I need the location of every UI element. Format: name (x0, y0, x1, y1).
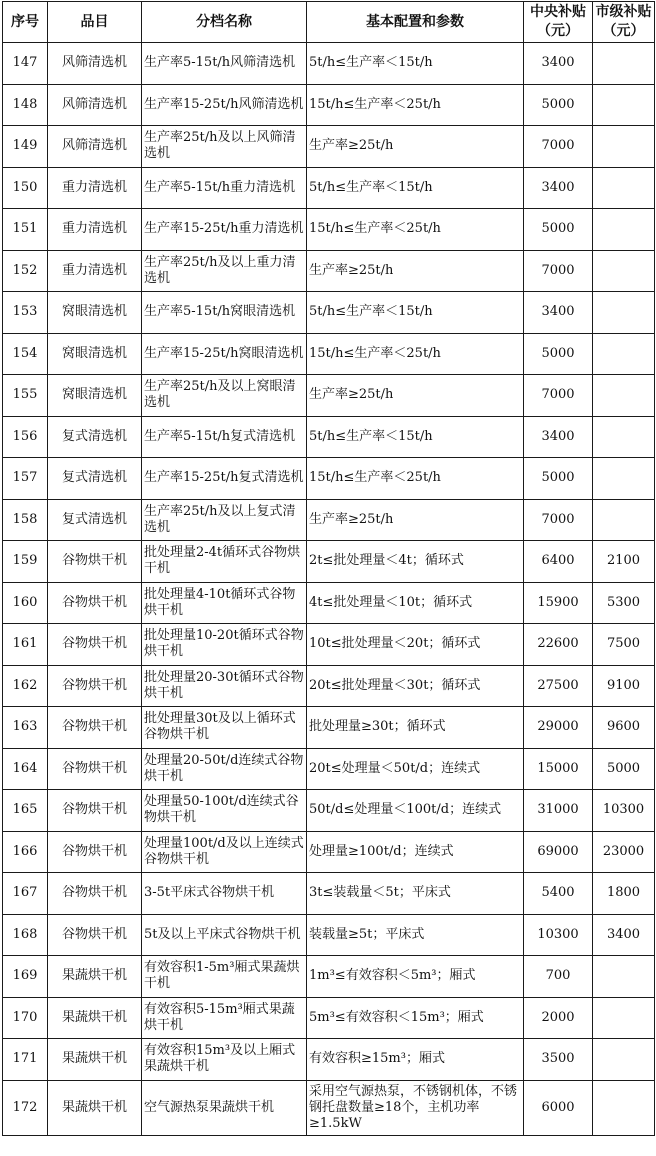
cell-tier-name: 生产率15-25t/h窝眼清选机 (142, 333, 307, 375)
cell-tier-name: 处理量50-100t/d连续式谷物烘干机 (142, 790, 307, 832)
cell-no: 149 (3, 126, 48, 168)
cell-central-subsidy: 69000 (524, 831, 593, 873)
table-row (3, 748, 655, 790)
cell-no: 160 (3, 582, 48, 624)
cell-tier-name: 批处理量4-10t循环式谷物烘干机 (142, 582, 307, 624)
header-category: 品目 (48, 2, 142, 43)
cell-spec: 15t/h≤生产率＜25t/h (307, 458, 524, 500)
cell-spec: 4t≤批处理量＜10t；循环式 (307, 582, 524, 624)
cell-city-subsidy (593, 126, 655, 168)
cell-city-subsidy (593, 997, 655, 1039)
cell-no: 164 (3, 748, 48, 790)
cell-spec: 50t/d≤处理量＜100t/d；连续式 (307, 790, 524, 832)
table-row (3, 167, 655, 209)
table-row (3, 375, 655, 417)
cell-no: 151 (3, 209, 48, 251)
cell-no: 154 (3, 333, 48, 375)
cell-central-subsidy: 5000 (524, 209, 593, 251)
cell-category: 复式清选机 (48, 416, 142, 458)
table-row (3, 582, 655, 624)
cell-tier-name: 生产率5-15t/h重力清选机 (142, 167, 307, 209)
cell-spec: 20t≤批处理量＜30t；循环式 (307, 665, 524, 707)
cell-no: 162 (3, 665, 48, 707)
header-no: 序号 (3, 2, 48, 43)
cell-category: 谷物烘干机 (48, 831, 142, 873)
cell-central-subsidy: 3500 (524, 1039, 593, 1081)
table-row (3, 790, 655, 832)
subsidy-table (2, 1, 655, 1136)
cell-tier-name: 5t及以上平床式谷物烘干机 (142, 914, 307, 956)
cell-spec: 20t≤处理量＜50t/d；连续式 (307, 748, 524, 790)
cell-category: 果蔬烘干机 (48, 997, 142, 1039)
cell-no: 156 (3, 416, 48, 458)
cell-city-subsidy (593, 209, 655, 251)
table-row (3, 43, 655, 85)
cell-central-subsidy: 7000 (524, 499, 593, 541)
cell-no: 166 (3, 831, 48, 873)
cell-tier-name: 批处理量2-4t循环式谷物烘干机 (142, 541, 307, 583)
cell-central-subsidy: 3400 (524, 416, 593, 458)
cell-no: 147 (3, 43, 48, 85)
cell-spec: 5m³≤有效容积＜15m³；厢式 (307, 997, 524, 1039)
cell-city-subsidy: 23000 (593, 831, 655, 873)
cell-spec: 生产率≥25t/h (307, 375, 524, 417)
cell-central-subsidy: 6000 (524, 1080, 593, 1135)
cell-city-subsidy: 9600 (593, 707, 655, 749)
table-row (3, 333, 655, 375)
cell-no: 165 (3, 790, 48, 832)
cell-category: 重力清选机 (48, 209, 142, 251)
cell-spec: 5t/h≤生产率＜15t/h (307, 292, 524, 334)
table-row (3, 416, 655, 458)
cell-city-subsidy: 7500 (593, 624, 655, 666)
cell-city-subsidy: 5000 (593, 748, 655, 790)
cell-category: 谷物烘干机 (48, 873, 142, 915)
cell-spec: 采用空气源热泵，不锈钢机体，不锈钢托盘数量≥18个，主机功率≥1.5kW (307, 1080, 524, 1135)
cell-central-subsidy: 7000 (524, 375, 593, 417)
cell-no: 163 (3, 707, 48, 749)
cell-category: 谷物烘干机 (48, 790, 142, 832)
cell-city-subsidy (593, 416, 655, 458)
cell-no: 172 (3, 1080, 48, 1135)
cell-city-subsidy (593, 375, 655, 417)
cell-central-subsidy: 3400 (524, 43, 593, 85)
cell-city-subsidy (593, 333, 655, 375)
cell-tier-name: 空气源热泵果蔬烘干机 (142, 1080, 307, 1135)
cell-category: 风筛清选机 (48, 126, 142, 168)
cell-tier-name: 生产率25t/h及以上窝眼清选机 (142, 375, 307, 417)
cell-central-subsidy: 5000 (524, 333, 593, 375)
cell-city-subsidy (593, 43, 655, 85)
cell-no: 152 (3, 250, 48, 292)
cell-spec: 装载量≥5t；平床式 (307, 914, 524, 956)
cell-no: 155 (3, 375, 48, 417)
table-row (3, 499, 655, 541)
cell-category: 谷物烘干机 (48, 707, 142, 749)
table-row (3, 665, 655, 707)
cell-category: 谷物烘干机 (48, 624, 142, 666)
cell-central-subsidy: 7000 (524, 126, 593, 168)
table-row (3, 84, 655, 126)
cell-city-subsidy (593, 956, 655, 998)
cell-no: 171 (3, 1039, 48, 1081)
table-row (3, 997, 655, 1039)
cell-spec: 5t/h≤生产率＜15t/h (307, 416, 524, 458)
cell-city-subsidy: 10300 (593, 790, 655, 832)
table-row (3, 914, 655, 956)
table-row (3, 209, 655, 251)
cell-spec: 15t/h≤生产率＜25t/h (307, 333, 524, 375)
table-row (3, 126, 655, 168)
cell-tier-name: 3-5t平床式谷物烘干机 (142, 873, 307, 915)
table-row (3, 458, 655, 500)
cell-category: 重力清选机 (48, 250, 142, 292)
cell-category: 窝眼清选机 (48, 292, 142, 334)
cell-no: 157 (3, 458, 48, 500)
cell-tier-name: 生产率5-15t/h风筛清选机 (142, 43, 307, 85)
cell-category: 谷物烘干机 (48, 541, 142, 583)
cell-city-subsidy (593, 167, 655, 209)
cell-spec: 有效容积≥15m³；厢式 (307, 1039, 524, 1081)
cell-no: 169 (3, 956, 48, 998)
cell-spec: 15t/h≤生产率＜25t/h (307, 84, 524, 126)
cell-central-subsidy: 6400 (524, 541, 593, 583)
cell-no: 153 (3, 292, 48, 334)
table-row (3, 956, 655, 998)
cell-category: 果蔬烘干机 (48, 1080, 142, 1135)
cell-spec: 批处理量≥30t；循环式 (307, 707, 524, 749)
table-row (3, 292, 655, 334)
header-city-subsidy: 市级补贴（元） (593, 2, 655, 43)
cell-tier-name: 生产率15-25t/h重力清选机 (142, 209, 307, 251)
cell-central-subsidy: 27500 (524, 665, 593, 707)
cell-spec: 处理量≥100t/d；连续式 (307, 831, 524, 873)
cell-city-subsidy (593, 292, 655, 334)
cell-city-subsidy: 2100 (593, 541, 655, 583)
cell-central-subsidy: 31000 (524, 790, 593, 832)
cell-no: 167 (3, 873, 48, 915)
cell-category: 谷物烘干机 (48, 748, 142, 790)
cell-tier-name: 处理量20-50t/d连续式谷物烘干机 (142, 748, 307, 790)
cell-category: 谷物烘干机 (48, 914, 142, 956)
cell-no: 161 (3, 624, 48, 666)
cell-spec: 3t≤装载量＜5t；平床式 (307, 873, 524, 915)
cell-spec: 10t≤批处理量＜20t；循环式 (307, 624, 524, 666)
cell-no: 148 (3, 84, 48, 126)
cell-city-subsidy: 5300 (593, 582, 655, 624)
cell-central-subsidy: 5000 (524, 84, 593, 126)
cell-central-subsidy: 22600 (524, 624, 593, 666)
cell-category: 窝眼清选机 (48, 333, 142, 375)
cell-central-subsidy: 10300 (524, 914, 593, 956)
cell-central-subsidy: 700 (524, 956, 593, 998)
cell-city-subsidy (593, 499, 655, 541)
cell-spec: 生产率≥25t/h (307, 126, 524, 168)
cell-spec: 5t/h≤生产率＜15t/h (307, 167, 524, 209)
cell-tier-name: 生产率15-25t/h风筛清选机 (142, 84, 307, 126)
table-body (3, 43, 655, 1136)
cell-city-subsidy (593, 1039, 655, 1081)
cell-city-subsidy (593, 458, 655, 500)
cell-central-subsidy: 7000 (524, 250, 593, 292)
table-row (3, 1039, 655, 1081)
cell-city-subsidy: 9100 (593, 665, 655, 707)
cell-spec: 生产率≥25t/h (307, 250, 524, 292)
cell-tier-name: 生产率25t/h及以上风筛清选机 (142, 126, 307, 168)
table-row (3, 250, 655, 292)
cell-city-subsidy: 1800 (593, 873, 655, 915)
cell-central-subsidy: 15000 (524, 748, 593, 790)
cell-category: 风筛清选机 (48, 84, 142, 126)
cell-tier-name: 有效容积15m³及以上厢式果蔬烘干机 (142, 1039, 307, 1081)
cell-city-subsidy (593, 250, 655, 292)
cell-tier-name: 批处理量20-30t循环式谷物烘干机 (142, 665, 307, 707)
cell-category: 谷物烘干机 (48, 665, 142, 707)
cell-tier-name: 生产率5-15t/h窝眼清选机 (142, 292, 307, 334)
cell-central-subsidy: 15900 (524, 582, 593, 624)
cell-central-subsidy: 3400 (524, 292, 593, 334)
cell-category: 重力清选机 (48, 167, 142, 209)
cell-spec: 生产率≥25t/h (307, 499, 524, 541)
cell-category: 复式清选机 (48, 458, 142, 500)
cell-category: 果蔬烘干机 (48, 1039, 142, 1081)
cell-no: 168 (3, 914, 48, 956)
cell-spec: 15t/h≤生产率＜25t/h (307, 209, 524, 251)
header-spec: 基本配置和参数 (307, 2, 524, 43)
table-row (3, 624, 655, 666)
cell-category: 谷物烘干机 (48, 582, 142, 624)
cell-central-subsidy: 5000 (524, 458, 593, 500)
cell-no: 159 (3, 541, 48, 583)
cell-tier-name: 处理量100t/d及以上连续式谷物烘干机 (142, 831, 307, 873)
header-central-subsidy: 中央补贴（元） (524, 2, 593, 43)
cell-tier-name: 生产率25t/h及以上重力清选机 (142, 250, 307, 292)
cell-category: 果蔬烘干机 (48, 956, 142, 998)
cell-central-subsidy: 5400 (524, 873, 593, 915)
cell-central-subsidy: 2000 (524, 997, 593, 1039)
table-row (3, 1080, 655, 1135)
cell-city-subsidy (593, 1080, 655, 1135)
header-tier-name: 分档名称 (142, 2, 307, 43)
cell-tier-name: 生产率5-15t/h复式清选机 (142, 416, 307, 458)
cell-tier-name: 生产率15-25t/h复式清选机 (142, 458, 307, 500)
cell-no: 170 (3, 997, 48, 1039)
cell-central-subsidy: 3400 (524, 167, 593, 209)
cell-tier-name: 有效容积5-15m³厢式果蔬烘干机 (142, 997, 307, 1039)
cell-category: 复式清选机 (48, 499, 142, 541)
table-row (3, 541, 655, 583)
cell-tier-name: 批处理量10-20t循环式谷物烘干机 (142, 624, 307, 666)
cell-spec: 2t≤批处理量＜4t；循环式 (307, 541, 524, 583)
cell-city-subsidy: 3400 (593, 914, 655, 956)
cell-spec: 5t/h≤生产率＜15t/h (307, 43, 524, 85)
cell-tier-name: 批处理量30t及以上循环式谷物烘干机 (142, 707, 307, 749)
cell-no: 158 (3, 499, 48, 541)
cell-central-subsidy: 29000 (524, 707, 593, 749)
cell-category: 风筛清选机 (48, 43, 142, 85)
header-row (3, 2, 655, 43)
table-row (3, 707, 655, 749)
table-row (3, 873, 655, 915)
cell-no: 150 (3, 167, 48, 209)
cell-category: 窝眼清选机 (48, 375, 142, 417)
cell-tier-name: 有效容积1-5m³厢式果蔬烘干机 (142, 956, 307, 998)
cell-city-subsidy (593, 84, 655, 126)
cell-spec: 1m³≤有效容积＜5m³；厢式 (307, 956, 524, 998)
table-row (3, 831, 655, 873)
cell-tier-name: 生产率25t/h及以上复式清选机 (142, 499, 307, 541)
